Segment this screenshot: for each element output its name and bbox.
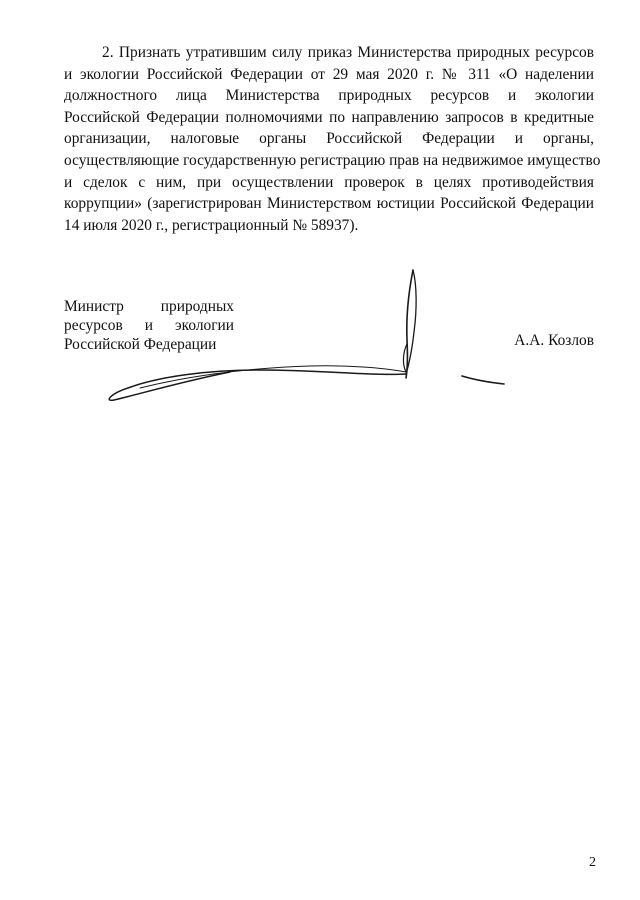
page-number: 2 — [589, 855, 596, 870]
paragraph-line: должностного лица Министерства природных ресурсов и экологии — [64, 87, 594, 105]
paragraph-line: осуществляющие государственную регистрацию прав на недвижимое имущество — [64, 151, 601, 169]
paragraph-line: и экологии Российской Федерации от 29 мая 2020 г. № 311 «О наделении — [64, 65, 594, 83]
signatory-position-line: ресурсов и экологии — [64, 317, 234, 334]
paragraph-line: коррупции» (зарегистрирован Министерством юстиции Российской Федерации — [64, 195, 594, 213]
signatory-position-line: Российской Федерации — [64, 336, 217, 353]
paragraph-line: организации, налоговые органы Российской Федерации и органы, — [64, 130, 594, 148]
paragraph-line: и сделок с ним, при осуществлении проверок в целях противодействия — [64, 173, 594, 191]
signer-name: А.А. Козлов — [514, 332, 594, 349]
paragraph-line: 14 июля 2020 г., регистрационный № 58937). — [64, 216, 359, 234]
paragraph-item-2 — [64, 42, 601, 236]
paragraph-line: 2. Признать утратившим силу приказ Министерства природных ресурсов — [102, 44, 594, 61]
signatory-position-line: Министр природных — [64, 298, 234, 315]
handwritten-signature — [100, 260, 520, 410]
paragraph-line: Российской Федерации полномочиями по направлению запросов в кредитные — [64, 108, 594, 126]
